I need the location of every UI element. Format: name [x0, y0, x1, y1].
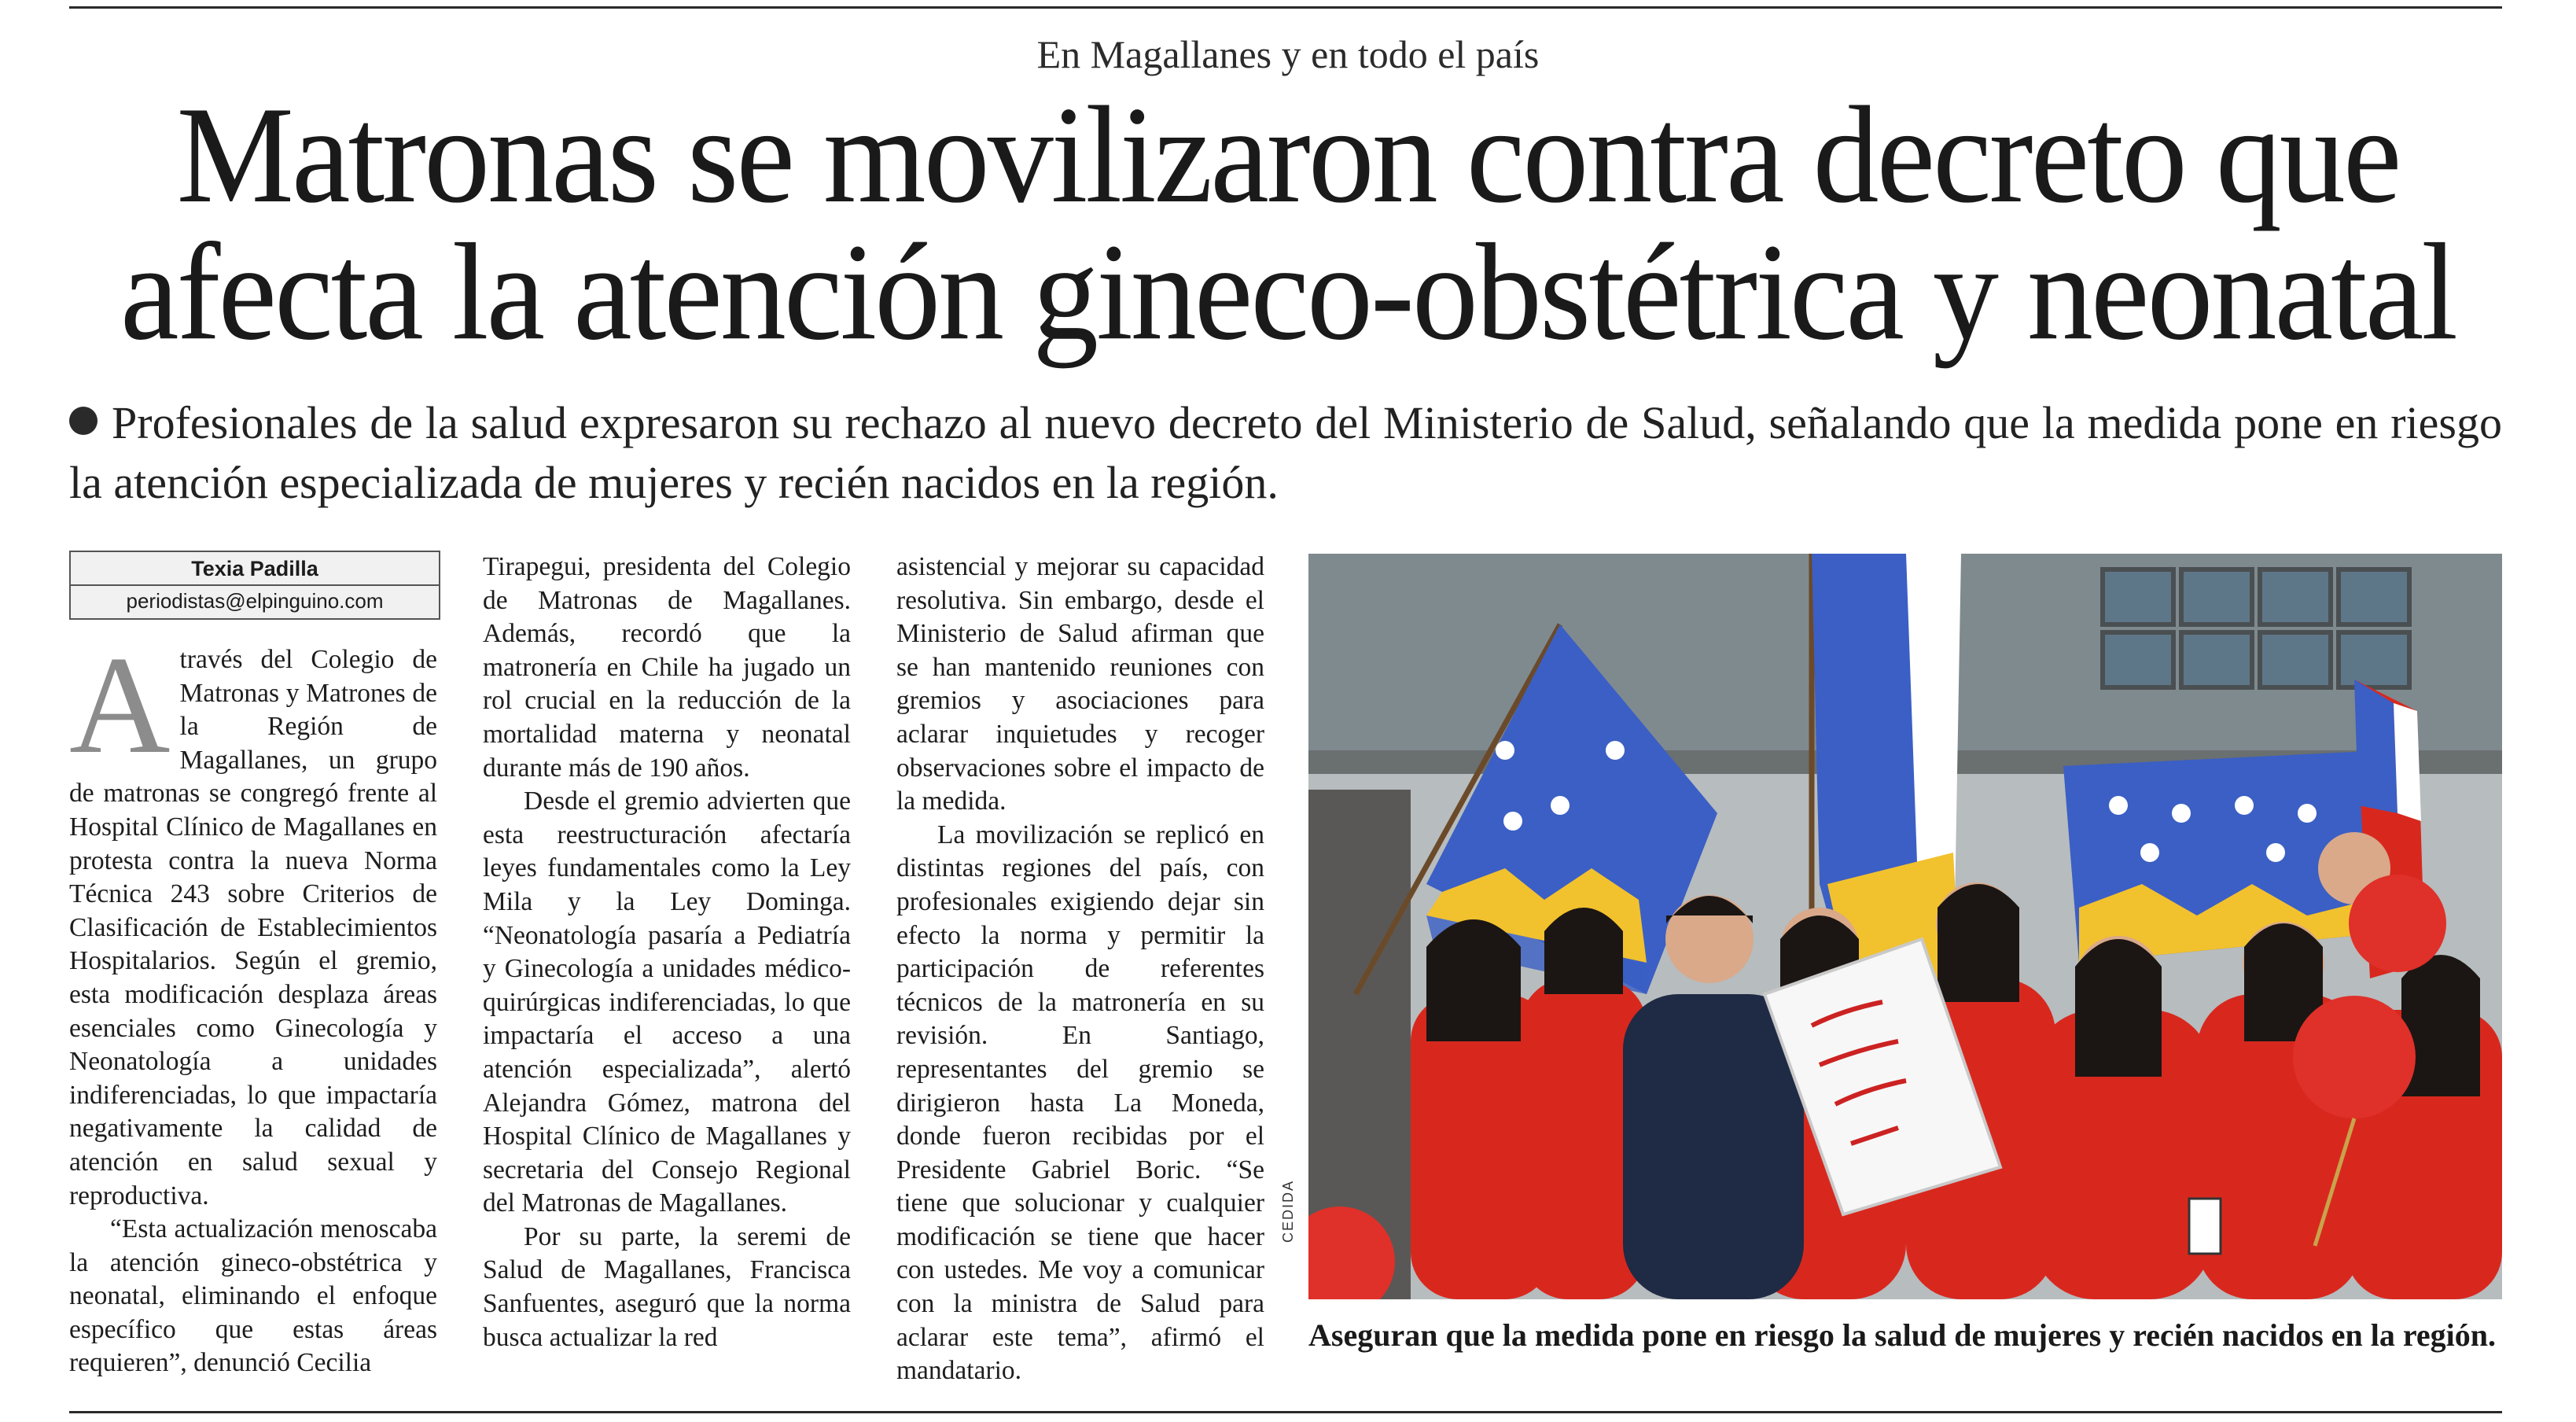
article-deck — [69, 393, 2502, 513]
headline-line-1: Matronas se movilizaron contra decreto que — [176, 78, 2400, 232]
byline-box — [69, 551, 440, 620]
drop-cap: A — [69, 627, 171, 783]
paragraph — [69, 627, 437, 1213]
article-column-2 — [483, 551, 851, 1354]
photo-credit: CEDIDA — [1280, 1179, 1296, 1243]
deck-text: Profesionales de la salud expresaron su rechazo al nuevo decreto del Ministerio de Salud, señalando que la medida pone en riesgo la atención especializada de mujeres y recién nacidos en la región. — [69, 397, 2502, 508]
headline-line-2: afecta la atención gineco-obstétrica y neonatal — [120, 215, 2456, 370]
byline-divider — [71, 584, 439, 586]
paragraph: asistencial y mejorar su capacidad resolutiva. Sin embargo, desde el Ministerio de Salud afirman que se han mantenido reuniones con gremios y asociaciones para aclarar inquietudes y recoger observaciones sobre el impacto de la medida. — [896, 552, 1264, 816]
protest-photo-illustration — [1308, 554, 2502, 1299]
paragraph: La movilización se replicó en distintas regiones del país, con profesionales exigiendo dejar sin efecto la norma y permitir la participación de referentes técnicos de la matronería en su revisión. En Santiago, representantes del gremio se dirigieron hasta La Moneda, donde fueron recibidas por el Presidente Gabriel Boric. “Se tiene que solucionar y cualquier modificación se tiene que hacer con ustedes. Me voy a comunicar con la ministra de Salud para aclarar este tema”, afirmó el mandatario. — [896, 820, 1264, 1386]
paragraph-text: través del Colegio de Matronas y Matrones de la Región de Magallanes, un grupo de matronas se congregó frente al Hospital Clínico de Magallanes en protesta contra la nueva Norma Técnica 243 sobre Criterios de Clasificación de Establecimientos Hospitalarios. Según el gremio, esta modificación desplaza áreas esenciales como Ginecología y Neonatología a unidades indiferenciadas, lo que impactaría negativamente la calidad de atención en salud sexual y reproductiva. — [69, 645, 437, 1210]
byline-email[interactable]: periodistas@elpinguino.com — [126, 589, 384, 613]
article-photo — [1308, 554, 2502, 1299]
byline-author: Texia Padilla — [191, 557, 318, 580]
paragraph: Desde el gremio advierten que esta reestructuración afectaría leyes fundamentales como la Ley Mila y la Ley Dominga. “Neonatología pasaría a Pediatría y Ginecología a unidades médico-quirúrgicas indiferenciadas, lo que impactaría el acceso a una atención especializada”, alertó Alejandra Gómez, matrona del Hospital Clínico de Magallanes y secretaria del Consejo Regional del Matronas de Magallanes. — [483, 787, 851, 1218]
photo-caption: Aseguran que la medida pone en riesgo la salud de mujeres y recién nacidos en la región. — [1308, 1317, 2497, 1353]
paragraph: “Esta actualización menoscaba la atención gineco-obstétrica y neonatal, eliminando el enfoque específico que estas áreas requieren”, denunció Cecilia — [69, 1214, 437, 1378]
bullet-icon — [69, 407, 98, 435]
paragraph: Tirapegui, presidenta del Colegio de Matronas de Magallanes. Además, recordó que la matronería en Chile ha jugado un rol crucial en la reducción de la mortalidad materna y neonatal durante más de 190 años. — [483, 552, 851, 783]
article-kicker: En Magallanes y en todo el país — [1036, 32, 1540, 76]
bottom-rule — [69, 1411, 2502, 1413]
article-column-1 — [69, 627, 437, 1380]
top-rule — [69, 6, 2502, 9]
paragraph: Por su parte, la seremi de Salud de Magallanes, Francisca Sanfuentes, aseguró que la norma busca actualizar la red — [483, 1221, 851, 1352]
article-column-3 — [896, 551, 1264, 1388]
article-headline — [47, 78, 2529, 370]
